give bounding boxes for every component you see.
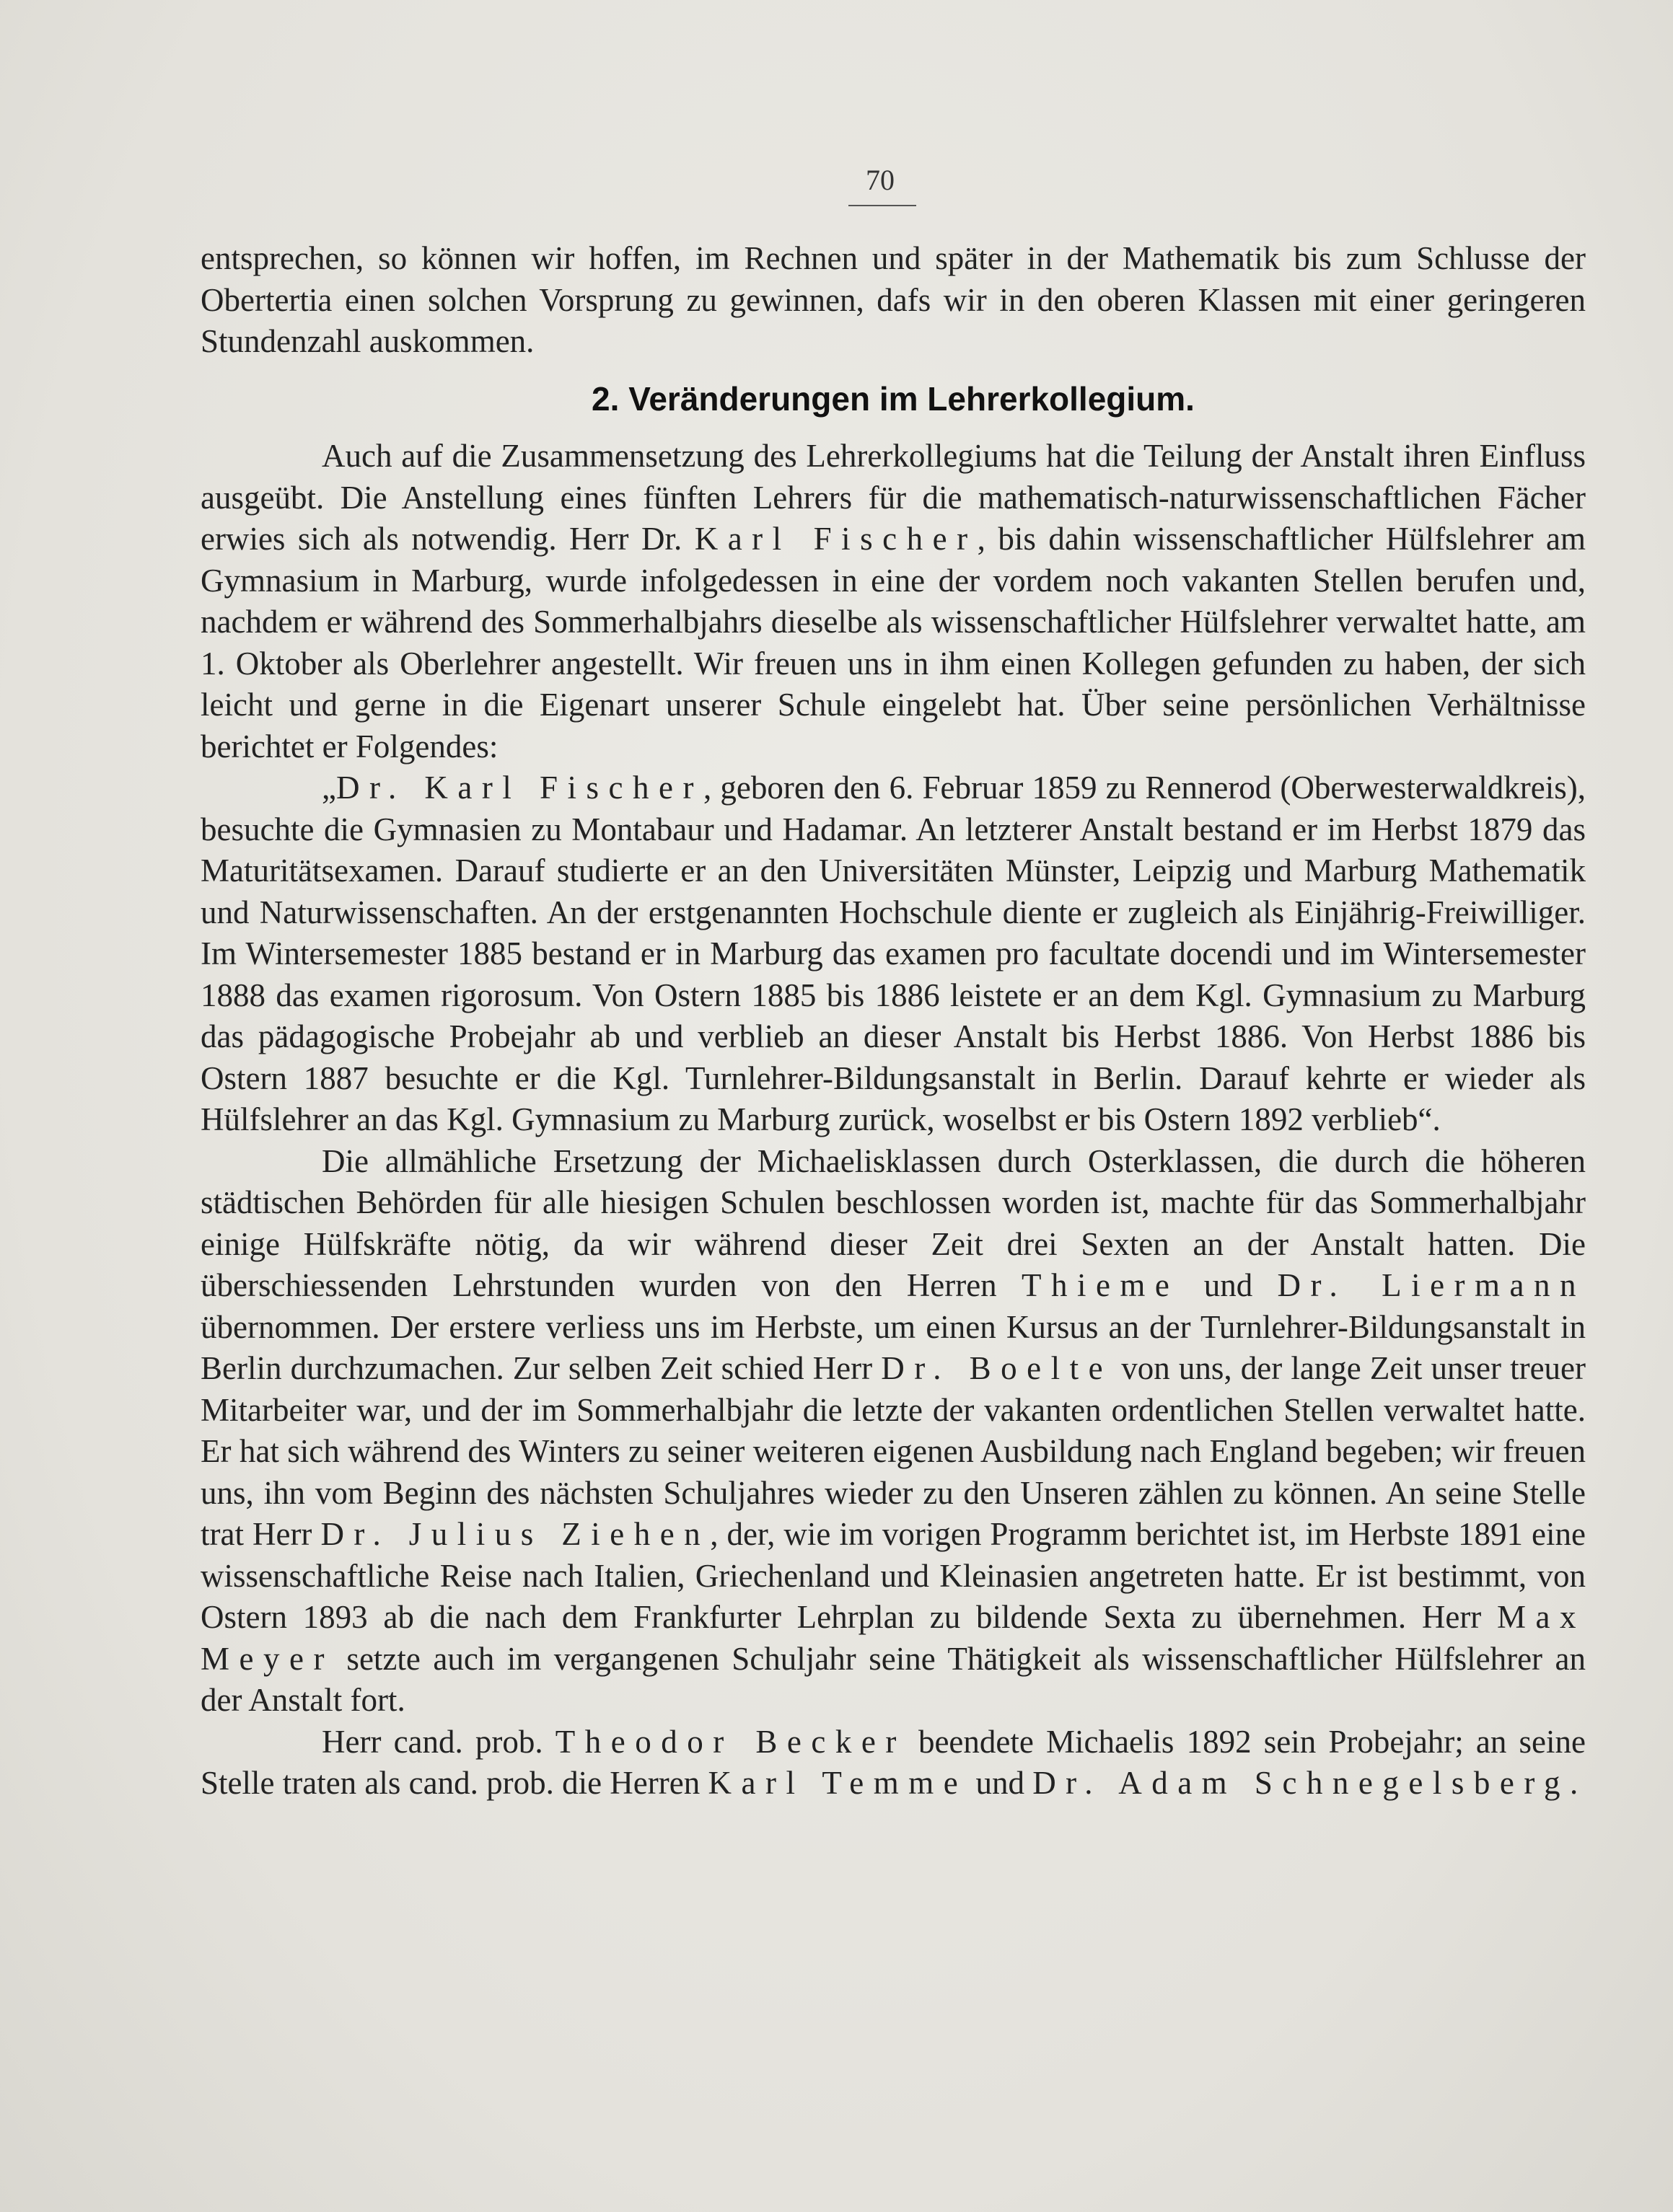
- text-segment: , geboren den 6. Februar 1859 zu Rennerod (Oberwesterwaldkreis), besuchte die Gymnasien zu Montabaur und Hadamar. An letzterer Anstalt bestand er im Herbst 1879 das Maturitätsexamen. Darauf studierte er an den Universitäten Münster, Leipzig und Marburg Mathematik und Naturwissenschaften. An der erstgenannten Hochschule diente er zugleich als Einjährig-Freiwilliger. Im Wintersemester 1885 bestand er in Marburg das examen pro facultate docendi und im Wintersemester 1888 das examen rigorosum. Von Ostern 1885 bis 1886 leistete er an dem Kgl. Gymnasium zu Marburg das pädagogische Probejahr ab und verblieb an dieser Anstalt bis Herbst 1886. Von Herbst 1886 bis Ostern 1887 besuchte er die Kgl. Turnlehrer-Bildungsanstalt in Berlin. Darauf kehrte er wieder als Hülfslehrer an das Kgl. Gymnasium zu Marburg zurück, woselbst er bis Ostern 1892 verblieb“.: [201, 770, 1586, 1137]
- text-segment: , bis dahin wissenschaftlicher Hülfslehrer am Gymnasium in Marburg, wurde infolgedessen in eine der vordem noch vakanten Stellen berufen und, nachdem er während des Sommerhalbjahrs dieselbe als wissenschaftlicher Hülfslehrer verwaltet hatte, am 1. Oktober als Oberlehrer angestellt. Wir freuen uns in ihm einen Kollegen gefunden zu haben, der sich leicht und gerne in die Eigenart unserer Schule eingelebt hat. Über seine persönlichen Verhältnisse berichtet er Folgendes:: [201, 521, 1586, 764]
- text-segment: setzte auch im vergangenen Schuljahr seine Thätigkeit als wissenschaftlicher Hülfslehrer an der Anstalt fort.: [201, 1640, 1586, 1718]
- text-segment: von uns, der lange Zeit unser treuer Mitarbeiter war, und der im Sommerhalbjahr die letzte der vakanten ordentlichen Stellen verwaltet hatte. Er hat sich während des Winters zu seiner weiteren eigenen Ausbildung nach England begeben; wir freuen uns, ihn vom Beginn des nächsten Schuljahres wieder zu den Unseren zählen zu können. An seine Stelle trat Herr: [201, 1350, 1586, 1552]
- paragraph-3: [201, 1141, 1586, 1722]
- person-name: Karl Temme: [708, 1765, 968, 1801]
- person-name: Dr. Boelte: [881, 1350, 1113, 1386]
- text-segment: beendete Michaelis 1892 sein Probejahr; an seine Stelle traten als cand. prob. die Herren: [201, 1723, 1586, 1801]
- text-segment: , der, wie im vorigen Programm berichtet ist, im Herbste 1891 eine wissenschaftliche Reise nach Italien, Griechenland und Kleinasien angetreten hatte. Er ist bestimmt, von Ostern 1893 ab die nach dem Frankfurter Lehrplan zu bildende Sexta zu übernehmen. Herr: [201, 1516, 1586, 1635]
- paragraph-intro: entsprechen, so können wir hoffen, im Rechnen und später in der Mathematik bis zum Schlusse der Obertertia einen solchen Vorsprung zu gewinnen, dafs wir in den oberen Klassen mit einer geringeren Stundenzahl auskommen.: [201, 240, 1586, 359]
- person-name: Theodor Becker: [555, 1723, 906, 1760]
- text-segment: .: [1570, 1765, 1578, 1801]
- paragraph-2: [201, 767, 1586, 1141]
- text-segment: und: [1179, 1267, 1278, 1303]
- text-segment: Herr cand. prob.: [322, 1723, 556, 1760]
- text-segment: Die allmähliche Ersetzung der Michaelisklassen durch Osterklassen, die durch die höheren städtischen Behörden für alle hiesigen Schulen beschlossen worden ist, machte für das Sommerhalbjahr einige Hülfskräfte nötig, da wir während dieser Zeit drei Sexten an der Anstalt hatten. Die überschiessenden Lehrstunden wurden von den Herren: [201, 1142, 1586, 1303]
- person-name: Dr. Adam Schnegelsberg: [1032, 1765, 1571, 1801]
- person-name: Thieme: [1021, 1267, 1180, 1303]
- person-name: Max Meyer: [201, 1599, 1586, 1677]
- person-name: Karl Fischer: [694, 521, 978, 557]
- text-segment: „: [322, 770, 336, 806]
- person-name: Dr. Karl Fischer: [335, 770, 703, 806]
- person-name: Dr. Julius Ziehen: [320, 1516, 711, 1552]
- page-number: 70: [866, 164, 895, 196]
- paragraph-1: [201, 436, 1586, 767]
- paragraph-4: [201, 1722, 1586, 1805]
- text-segment: übernommen. Der erstere verliess uns im Herbste, um einen Kursus an der Turnlehrer-Bildungsanstalt in Berlin durchzumachen. Zur selben Zeit schied Herr: [201, 1308, 1586, 1386]
- text-segment: und: [967, 1765, 1033, 1801]
- page-number-rule: [848, 205, 916, 206]
- body-text: [201, 238, 1586, 1805]
- text-segment: Auch auf die Zusammensetzung des Lehrerkollegiums hat die Teilung der Anstalt ihren Einfluss ausgeübt. Die Anstellung eines fünften Lehrers für die mathematisch-naturwissenschaftlichen Fächer erwies sich als notwendig. Herr Dr.: [201, 438, 1586, 557]
- section-heading: 2. Veränderungen im Lehrerkollegium.: [592, 379, 1195, 418]
- person-name: Dr. Liermann: [1277, 1267, 1586, 1303]
